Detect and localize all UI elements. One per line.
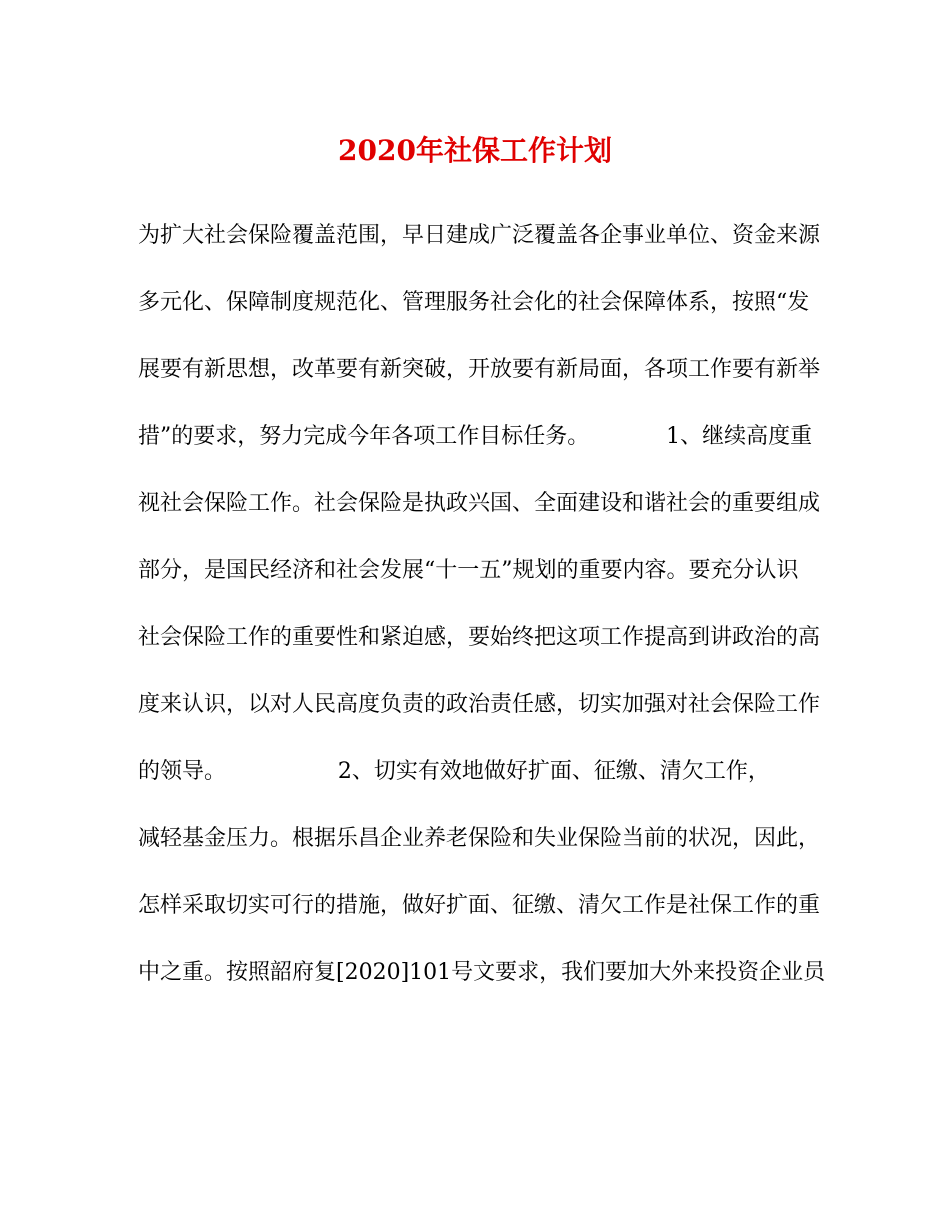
body-line-10: 减轻基金压力。根据乐昌企业养老保险和失业保险当前的状况，因此， — [138, 826, 821, 851]
body-line-6: 部分，是国民经济和社会发展“十一五”规划的重要内容。要充分认识 — [138, 558, 799, 583]
body-line-11: 怎样采取切实可行的措施，做好扩面、征缴、清欠工作是社保工作的重 — [138, 893, 821, 918]
body-line-9: 的领导。 2、切实有效地做好扩面、征缴、清欠工作， — [138, 759, 770, 784]
body-line-4: 措”的要求，努力完成今年各项工作目标任务。 1、继续高度重 — [138, 424, 813, 449]
body-line-5: 视社会保险工作。社会保险是执政兴国、全面建设和谐社会的重要组成 — [138, 491, 821, 516]
body-line-3: 展要有新思想，改革要有新突破，开放要有新局面，各项工作要有新举 — [138, 357, 821, 382]
document-title: 2020年社保工作计划 — [338, 134, 612, 167]
body-line-8: 度来认识，以对人民高度负责的政治责任感，切实加强对社会保险工作 — [138, 692, 821, 717]
body-line-2: 多元化、保障制度规范化、管理服务社会化的社会保障体系，按照“发 — [138, 290, 810, 315]
body-line-1: 为扩大社会保险覆盖范围，早日建成广泛覆盖各企事业单位、资金来源 — [138, 223, 821, 248]
body-line-12: 中之重。按照韶府复[2020]101号文要求，我们要加大外来投资企业员 — [138, 960, 826, 985]
body-line-7: 社会保险工作的重要性和紧迫感，要始终把这项工作提高到讲政治的高 — [138, 625, 821, 650]
